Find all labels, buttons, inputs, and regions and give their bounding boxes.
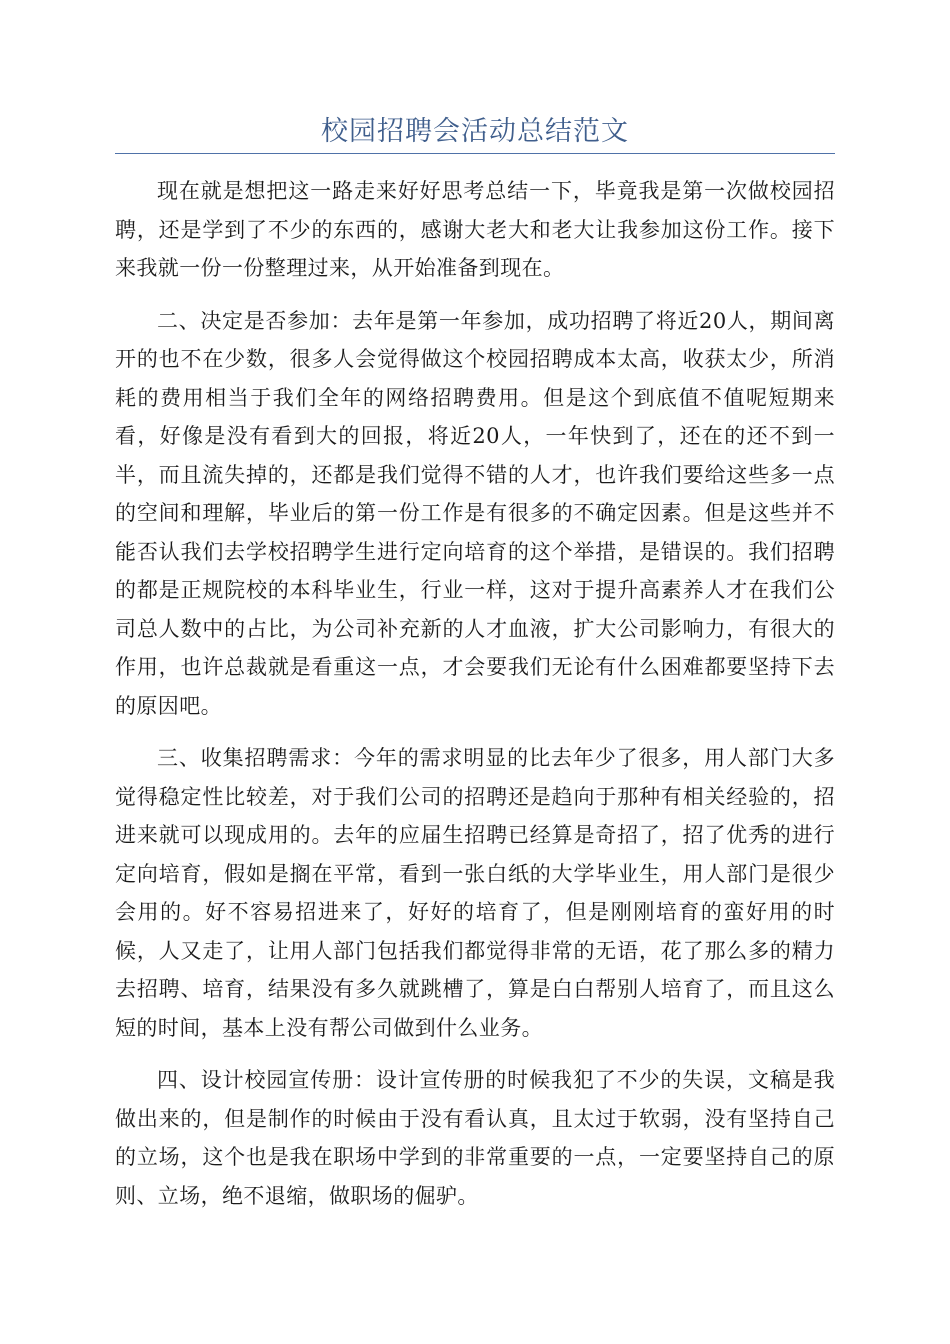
paragraph-intro: 现在就是想把这一路走来好好思考总结一下，毕竟我是第一次做校园招聘，还是学到了不少的东西的，感谢大老大和老大让我参加这份工作。接下来我就一份一份整理过来，从开始准备到现在。: [115, 179, 835, 280]
paragraph-brochure: 四、设计校园宣传册：设计宣传册的时候我犯了不少的失误，文稿是我做出来的，但是制作的时候由于没有看认真，且太过于软弱，没有坚持自己的立场，这个也是我在职场中学到的非常重要的一点，一定要坚持自己的原则、立场，绝不退缩，做职场的倔驴。: [115, 1068, 835, 1208]
paragraph-requirements: 三、收集招聘需求：今年的需求明显的比去年少了很多，用人部门大多觉得稳定性比较差，对于我们公司的招聘还是趋向于那种有相关经验的，招进来就可以现成用的。去年的应届生招聘已经算是奇招了，招了优秀的进行定向培育，假如是搁在平常，看到一张白纸的大学毕业生，用人部门是很少会用的。好不容易招进来了，好好的培育了，但是刚刚培育的蛮好用的时候，人又走了，让用人部门包括我们都觉得非常的无语，花了那么多的精力去招聘、培育，结果没有多久就跳槽了，算是白白帮别人培育了，而且这么短的时间，基本上没有帮公司做到什么业务。: [115, 746, 835, 1040]
document-title: 校园招聘会活动总结范文: [321, 116, 629, 147]
title-underline: [115, 153, 835, 154]
document-body: [115, 172, 835, 1229]
paragraph-decision: 二、决定是否参加：去年是第一年参加，成功招聘了将近20人，期间离开的也不在少数，很多人会觉得做这个校园招聘成本太高，收获太少，所消耗的费用相当于我们全年的网络招聘费用。但是这个到底值不值呢短期来看，好像是没有看到大的回报，将近20人，一年快到了，还在的还不到一半，而且流失掉的，还都是我们觉得不错的人才，也许我们要给这些多一点的空间和理解，毕业后的第一份工作是有很多的不确定因素。但是这些并不能否认我们去学校招聘学生进行定向培育的这个举措，是错误的。我们招聘的都是正规院校的本科毕业生，行业一样，这对于提升高素养人才在我们公司总人数中的占比，为公司补充新的人才血液，扩大公司影响力，有很大的作用，也许总裁就是看重这一点，才会要我们无论有什么困难都要坚持下去的原因吧。: [115, 308, 835, 718]
